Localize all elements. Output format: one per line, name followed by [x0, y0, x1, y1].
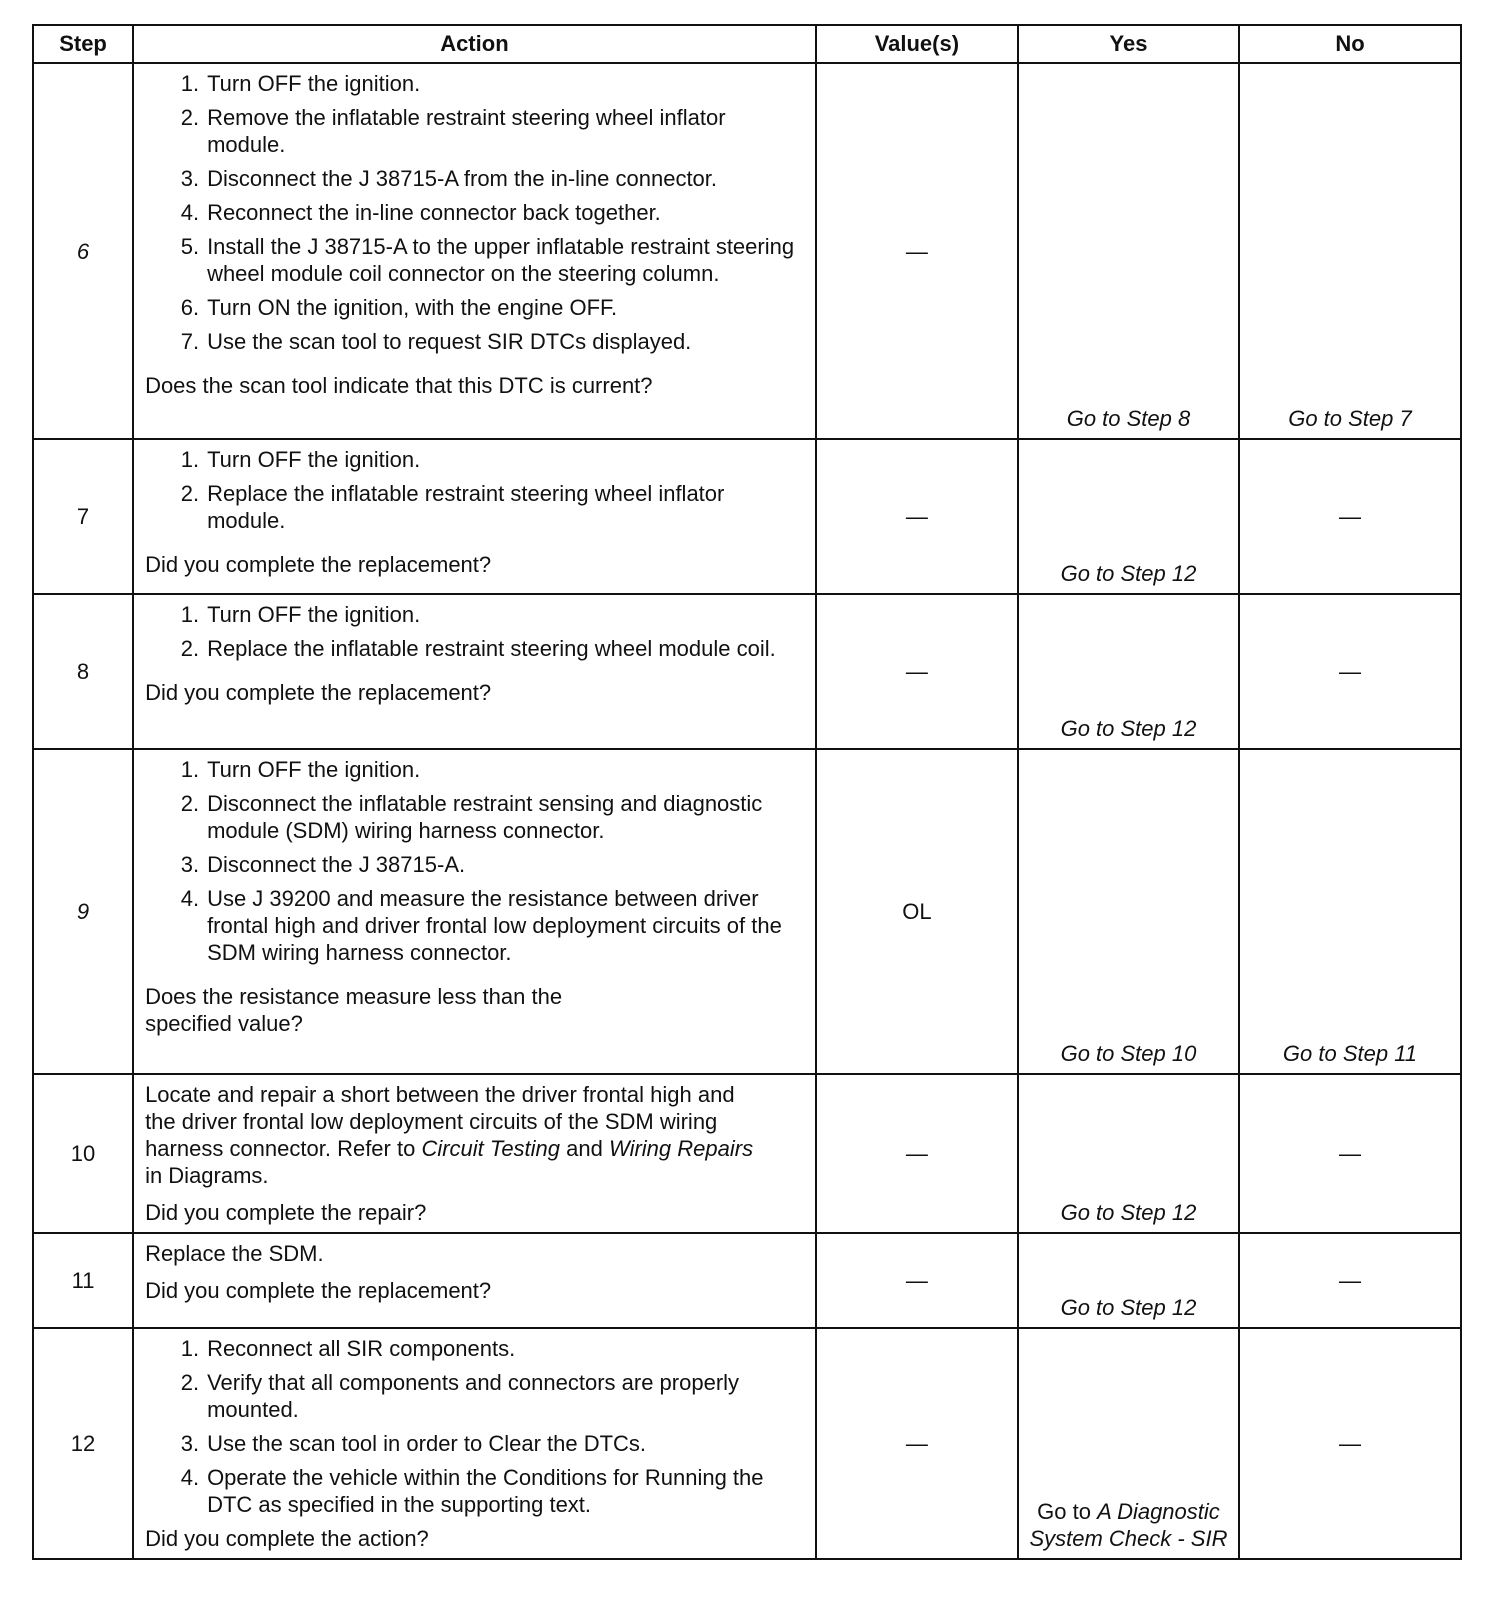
action-cell	[133, 63, 816, 439]
table-row	[33, 1328, 1461, 1559]
circuit-testing-reference: Circuit Testing	[421, 1136, 561, 1161]
table-row	[33, 594, 1461, 749]
step-number: 12	[33, 1328, 133, 1559]
table-row	[33, 1233, 1461, 1328]
value-cell: OL	[816, 749, 1018, 1074]
diagnostic-system-check-reference: A Diagnostic System Check - SIR	[1029, 1499, 1228, 1551]
diagnostic-table	[32, 24, 1462, 1560]
yes-prefix: Go to	[1037, 1499, 1091, 1524]
step-number: 8	[33, 594, 133, 749]
step-number: 6	[33, 63, 133, 439]
list-item: 2. Replace the inflatable restraint steering wheel inflator module.	[180, 481, 725, 533]
list-item: 1. Reconnect all SIR components.	[180, 1336, 516, 1361]
action-paragraph	[145, 1081, 755, 1189]
action-question: Did you complete the repair?	[145, 1200, 427, 1225]
no-cell: Go to Step 11	[1239, 749, 1461, 1074]
action-cell	[133, 1328, 816, 1559]
list-item: 1. Turn OFF the ignition.	[180, 602, 421, 627]
yes-cell: Go to Step 12	[1018, 1074, 1239, 1233]
table-row	[33, 439, 1461, 594]
list-item: 3. Use the scan tool in order to Clear the DTCs.	[180, 1431, 647, 1456]
action-list	[145, 756, 807, 973]
list-item: 2. Replace the inflatable restraint steering wheel module coil.	[180, 636, 776, 661]
action-question: Did you complete the replacement?	[145, 552, 492, 577]
action-list	[145, 601, 807, 669]
header-action: Action	[133, 25, 816, 63]
yes-cell	[1018, 1328, 1239, 1559]
value-cell: —	[816, 1233, 1018, 1328]
yes-cell: Go to Step 12	[1018, 439, 1239, 594]
list-item: 4. Use J 39200 and measure the resistance between driver frontal high and driver frontal low deployment circuits of the SDM wiring harness connector.	[180, 886, 782, 965]
action-question: Does the resistance measure less than the specified value?	[145, 984, 563, 1036]
value-cell: —	[816, 63, 1018, 439]
header-values: Value(s)	[816, 25, 1018, 63]
yes-cell: Go to Step 10	[1018, 749, 1239, 1074]
table-row	[33, 749, 1461, 1074]
list-item: 1. Turn OFF the ignition.	[180, 757, 421, 782]
action-cell	[133, 439, 816, 594]
no-cell: —	[1239, 1328, 1461, 1559]
step-number: 11	[33, 1233, 133, 1328]
header-yes: Yes	[1018, 25, 1239, 63]
list-item: 6. Turn ON the ignition, with the engine OFF.	[180, 295, 618, 320]
action-text: Locate and repair a short between the driver frontal high and the driver frontal low deployment circuits of the SDM wiring harness connector. Refer to	[145, 1082, 735, 1161]
action-list	[145, 1335, 807, 1525]
list-item: 2. Remove the inflatable restraint steering wheel inflator module.	[180, 105, 726, 157]
yes-cell: Go to Step 12	[1018, 594, 1239, 749]
action-cell	[133, 1074, 816, 1233]
table-row	[33, 1074, 1461, 1233]
action-cell	[133, 1233, 816, 1328]
wiring-repairs-reference: Wiring Repairs	[609, 1136, 754, 1161]
action-list	[145, 70, 807, 362]
action-question: Did you complete the action?	[145, 1526, 429, 1551]
no-cell: —	[1239, 594, 1461, 749]
no-cell: Go to Step 7	[1239, 63, 1461, 439]
action-cell	[133, 749, 816, 1074]
no-cell: —	[1239, 1074, 1461, 1233]
action-text: Replace the SDM.	[145, 1241, 324, 1266]
list-item: 1. Turn OFF the ignition.	[180, 447, 421, 472]
yes-cell: Go to Step 8	[1018, 63, 1239, 439]
action-cell	[133, 594, 816, 749]
list-item: 3. Disconnect the J 38715-A.	[180, 852, 466, 877]
table-row	[33, 63, 1461, 439]
list-item: 7. Use the scan tool to request SIR DTCs displayed.	[180, 329, 692, 354]
value-cell: —	[816, 439, 1018, 594]
action-question: Did you complete the replacement?	[145, 1278, 492, 1303]
action-text: in Diagrams.	[145, 1163, 269, 1188]
step-number: 9	[33, 749, 133, 1074]
action-list	[145, 446, 807, 541]
list-item: 1. Turn OFF the ignition.	[180, 71, 421, 96]
list-item: 3. Disconnect the J 38715-A from the in-line connector.	[180, 166, 718, 191]
value-cell: —	[816, 1074, 1018, 1233]
list-item: 5. Install the J 38715-A to the upper inflatable restraint steering wheel module coil connector on the steering column.	[180, 234, 795, 286]
step-number: 7	[33, 439, 133, 594]
yes-cell: Go to Step 12	[1018, 1233, 1239, 1328]
diagnostic-table-page	[32, 24, 1462, 1560]
header-step: Step	[33, 25, 133, 63]
no-cell: —	[1239, 1233, 1461, 1328]
header-row	[33, 25, 1461, 63]
no-cell: —	[1239, 439, 1461, 594]
step-number: 10	[33, 1074, 133, 1233]
list-item: 4. Operate the vehicle within the Conditions for Running the DTC as specified in the supporting text.	[180, 1465, 764, 1517]
header-no: No	[1239, 25, 1461, 63]
value-cell: —	[816, 594, 1018, 749]
list-item: 2. Verify that all components and connectors are properly mounted.	[180, 1370, 740, 1422]
list-item: 4. Reconnect the in-line connector back together.	[180, 200, 661, 225]
action-question: Does the scan tool indicate that this DTC is current?	[145, 373, 653, 398]
action-question: Did you complete the replacement?	[145, 680, 492, 705]
action-text: and	[566, 1136, 603, 1161]
value-cell: —	[816, 1328, 1018, 1559]
list-item: 2. Disconnect the inflatable restraint sensing and diagnostic module (SDM) wiring harness connector.	[180, 791, 763, 843]
